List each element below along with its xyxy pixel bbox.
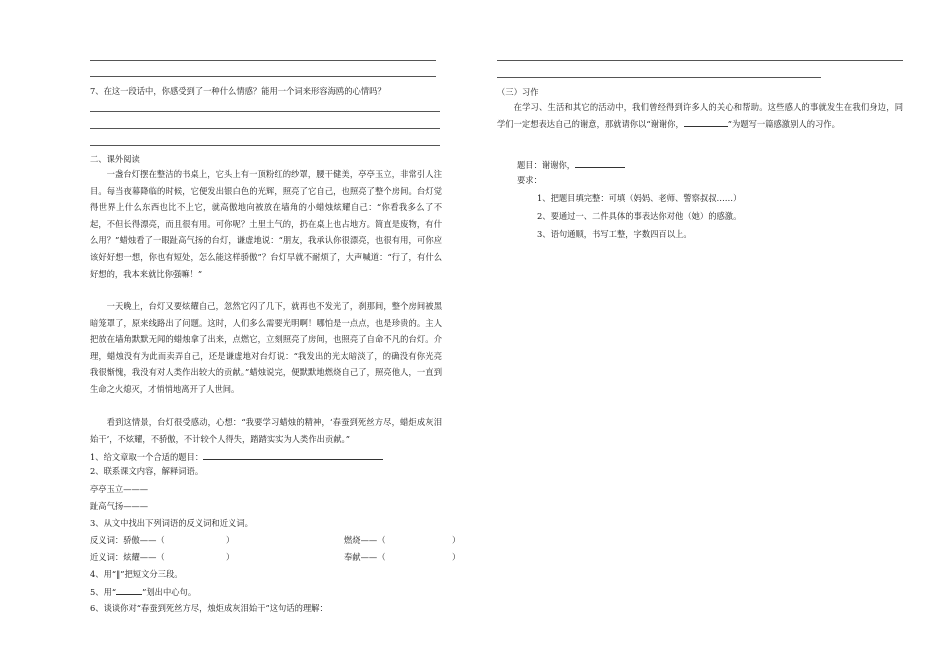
question-6: 6、谈谈你对“春蚕到死丝方尽，烛炬成灰泪始干”这句话的理解： [90, 603, 328, 613]
requirements-label: 要求： [517, 175, 542, 185]
question-5-pre: 5、用“ [90, 587, 117, 597]
close-paren: ） [452, 535, 461, 545]
close-paren: ） [226, 552, 235, 562]
question-1-text: 1、给文章取一个合适的题目： [90, 452, 204, 462]
synonym-label: 近义词：炫耀——（ [90, 552, 165, 562]
answer-line [497, 77, 821, 78]
antonym-label: 反义词：骄傲——（ [90, 535, 165, 545]
answer-line [90, 111, 440, 112]
section-title-reading: 二、课外阅读 [90, 154, 140, 164]
antonym-label-2: 燃烧——（ [344, 535, 386, 545]
close-paren: ） [452, 552, 461, 562]
underline-sample [116, 586, 142, 595]
question-5-post: ”划出中心句。 [142, 587, 197, 597]
answer-line [90, 145, 440, 146]
question-3: 3、从文中找出下列词语的反义词和近义词。 [90, 518, 253, 528]
writing-intro-2: ”为题写一篇感激别人的习作。 [727, 118, 840, 129]
synonym-label-2: 奉献——（ [344, 552, 386, 562]
essay-title-blank[interactable] [575, 158, 625, 168]
section-title-writing: （三）习作 [497, 87, 539, 97]
answer-line [90, 76, 436, 77]
answer-line [90, 60, 436, 61]
passage-paragraph-3: 看到这情景，台灯很受感动，心想：“我要学习蜡烛的精神，‘春蚕到死丝方尽，蜡炬成灰泪始干’，不炫耀，不骄傲，不计较个人得失，踏踏实实为人类作出贡献。” [90, 417, 442, 444]
essay-title-line [517, 158, 625, 171]
requirement-1: 1、把题目填完整：可填（妈妈、老师、警察叔叔……） [537, 193, 742, 203]
close-paren: ） [226, 535, 235, 545]
word-2: 趾高气扬——— [90, 501, 149, 511]
answer-line [497, 60, 903, 61]
question-1 [90, 450, 383, 463]
requirement-3: 3、语句通顺，书写工整，字数四百以上。 [537, 229, 692, 239]
passage-paragraph-1: 一盏台灯摆在整洁的书桌上，它头上有一顶粉红的纱罩，腰干健美，亭亭玉立，非常引人注目。每当夜幕降临的时候，它便发出银白色的光辉，照亮了它自己，也照亮了整个房间。台灯觉得世界上什么东西也比不上它，就高傲地向被放在墙角的小蜡烛炫耀自己：“你看我多么了不起，不但长得漂亮，而且很有用。可你呢？土里土气的，扔在桌上也占地方。简直是废物，有什么用？”蜡烛看了一眼趾高气扬的台灯，谦虚地说：“朋友，我承认你很漂亮，也很有用，可你应该好好想一想，你也有短处，怎么能这样骄傲”？台灯早就不耐烦了，大声喊道：“行了，有什么好想的，我本来就比你强嘛！” [90, 169, 442, 279]
intro-blank [684, 117, 728, 127]
question-4: 4、用“‖”把短文分三段。 [90, 569, 183, 579]
writing-intro-1: 在学习、生活和其它的活动中，我们曾经得到许多人的关心和帮助。这些感人的事就发生在我们身边，同学们一定想表达自己的谢意，那就请你以“谢谢你， [497, 102, 903, 129]
essay-title-label: 题目：谢谢你， [517, 160, 576, 170]
question-7: 7、在这一段话中，你感受到了一种什么情感？能用一个词来形容海鸥的心情吗？ [90, 86, 386, 96]
question-5 [90, 586, 196, 598]
title-blank[interactable] [203, 450, 383, 460]
writing-intro [497, 99, 903, 132]
word-1: 亭亭玉立——— [90, 484, 149, 494]
answer-line [90, 128, 440, 129]
requirement-2: 2、要通过一、二件具体的事表达你对他（她）的感激。 [537, 211, 742, 221]
question-2: 2、联系课文内容，解释词语。 [90, 466, 204, 476]
passage-paragraph-2: 一天晚上，台灯又要炫耀自己，忽然它闪了几下，就再也不发光了，刹那间，整个房间被黑暗笼罩了，原来线路出了问题。这时，人们多么需要光明啊！哪怕是一点点，也是珍贵的。主人把放在墙角默默无闻的蜡烛拿了出来，点燃它，立刻照亮了房间，也照亮了自命不凡的台灯。介理，蜡烛没有为此而卖弄自己，还是谦虚地对台灯说：“我发出的光太暗淡了，的确没有你光亮我很惭愧，我没有对人类作出较大的贡献。”蜡烛说完，便默默地燃烧自己了，照亮他人，一直到生命之火熄灭，才悄悄地离开了人世间。 [90, 301, 442, 394]
